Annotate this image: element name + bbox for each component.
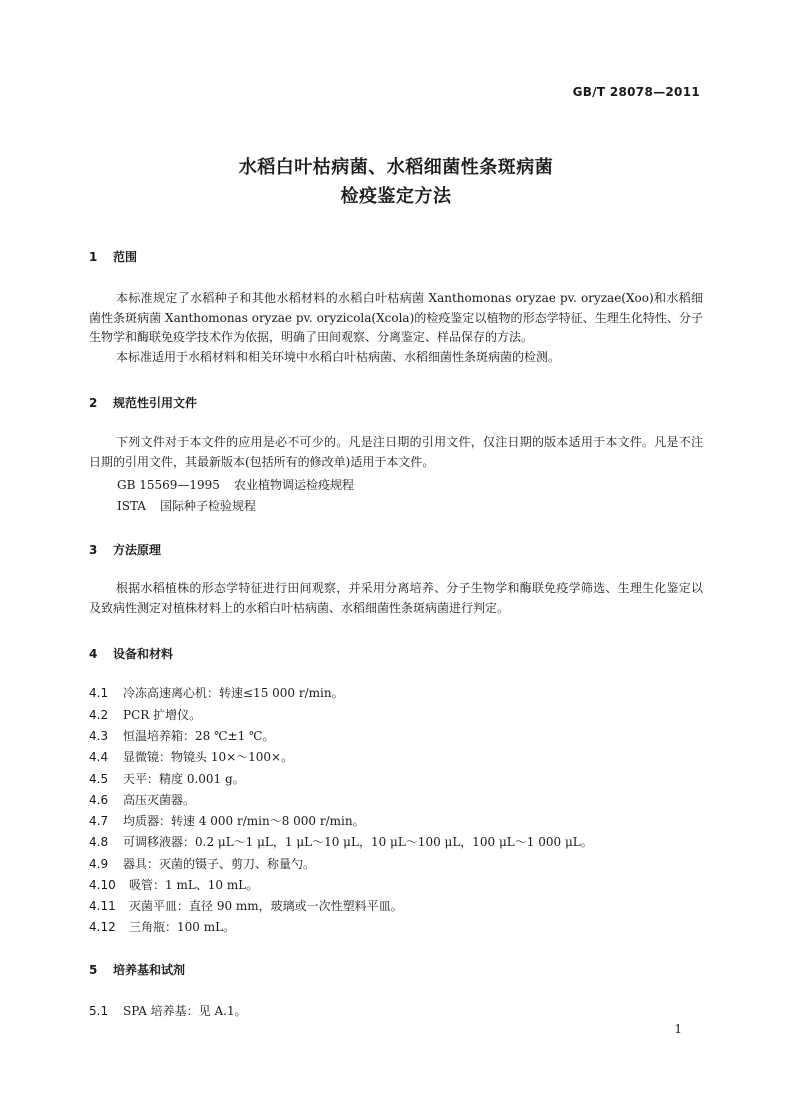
section-number: 4 — [89, 647, 98, 661]
section-1-body — [89, 289, 703, 367]
section-heading-5 — [89, 961, 185, 978]
reference-code: GB 15569—1995 — [117, 478, 220, 492]
item-text: 天平：精度 0.001 g。 — [123, 772, 245, 786]
list-item — [89, 706, 201, 723]
normative-reference — [117, 476, 354, 493]
item-number: 4.9 — [89, 857, 109, 871]
list-item — [89, 727, 274, 744]
section-2-body — [89, 433, 703, 472]
section-heading-2 — [89, 394, 197, 411]
section-heading-4 — [89, 645, 173, 662]
standard-code: GB/T 28078—2011 — [572, 85, 700, 99]
section-heading-1 — [89, 248, 137, 265]
section-title: 设备和材料 — [113, 647, 174, 661]
section-title: 培养基和试剂 — [113, 963, 186, 977]
item-number: 4.11 — [89, 899, 116, 913]
paragraph: 下列文件对于本文件的应用是必不可少的。凡是注日期的引用文件，仅注日期的版本适用于本文件。凡是不注日期的引用文件，其最新版本(包括所有的修改单)适用于本文件。 — [89, 435, 703, 469]
item-text: 灭菌平皿：直径 90 mm，玻璃或一次性塑料平皿。 — [129, 899, 403, 913]
item-text: 三角瓶：100 mL。 — [129, 920, 236, 934]
item-number: 4.2 — [89, 708, 109, 722]
list-item — [89, 812, 365, 829]
item-number: 4.12 — [89, 920, 116, 934]
paragraph: 本标准适用于水稻材料和相关环境中水稻白叶枯病菌、水稻细菌性条斑病菌的检测。 — [116, 349, 561, 364]
section-heading-3 — [89, 541, 161, 558]
item-number: 4.3 — [89, 729, 109, 743]
paragraph: 根据水稻植株的形态学特征进行田间观察，并采用分离培养、分子生物学和酶联免疫学筛选、生理生化鉴定以及致病性测定对植株材料上的水稻白叶枯病菌、水稻细菌性条斑病菌进行判定。 — [89, 581, 703, 615]
item-number: 4.5 — [89, 772, 109, 786]
item-text: PCR 扩增仪。 — [123, 708, 202, 722]
reference-code: ISTA — [117, 499, 146, 513]
item-number: 4.8 — [89, 835, 109, 849]
item-text: 器具：灭菌的镊子、剪刀、称量勺。 — [123, 857, 316, 871]
item-number: 4.6 — [89, 793, 109, 807]
section-number: 5 — [89, 963, 98, 977]
item-text: 可调移液器：0.2 μL～1 μL，1 μL～10 μL，10 μL～100 μL，100 μL～1 000 μL。 — [123, 835, 593, 849]
item-number: 4.7 — [89, 814, 109, 828]
list-item — [89, 748, 293, 765]
page-number: 1 — [674, 1022, 682, 1036]
list-item — [89, 918, 235, 935]
item-text: 恒温培养箱：28 ℃±1 ℃。 — [123, 729, 275, 743]
section-title: 规范性引用文件 — [113, 396, 198, 410]
list-item — [89, 770, 245, 787]
section-number: 3 — [89, 543, 98, 557]
list-item — [89, 897, 403, 914]
list-item — [89, 791, 195, 808]
item-text: 冷冻高速离心机：转速≤15 000 r/min。 — [123, 686, 344, 700]
reference-title: 国际种子检验规程 — [159, 499, 256, 513]
list-item — [89, 876, 258, 893]
section-title: 范围 — [113, 250, 138, 264]
item-text: 高压灭菌器。 — [123, 793, 196, 807]
document-title-line2: 检疫鉴定方法 — [340, 186, 452, 207]
list-item — [89, 833, 593, 850]
section-3-body — [89, 579, 703, 618]
section-title: 方法原理 — [113, 543, 162, 557]
paragraph: 本标准规定了水稻种子和其他水稻材料的水稻白叶枯病菌 Xanthomonas oryzae pv. oryzae(Xoo)和水稻细菌性条斑病菌 Xanthomonas oryzae pv. oryzicola(Xcola)的检疫鉴定以植物的形态学特征、生理生化特性、分子生物学和酶联免疫学技术作为依据，明确了田间观察、分离鉴定、样品保存的方法。 — [89, 291, 703, 344]
item-text: 均质器：转速 4 000 r/min～8 000 r/min。 — [123, 814, 365, 828]
item-number: 4.10 — [89, 878, 116, 892]
item-number: 5.1 — [89, 1004, 109, 1018]
item-text: 吸管：1 mL、10 mL。 — [129, 878, 259, 892]
list-item — [89, 855, 315, 872]
section-number: 2 — [89, 396, 98, 410]
section-number: 1 — [89, 250, 98, 264]
item-number: 4.4 — [89, 750, 109, 764]
list-item — [89, 1002, 247, 1019]
normative-reference — [117, 497, 256, 514]
list-item — [89, 684, 344, 701]
document-title-line1: 水稻白叶枯病菌、水稻细菌性条斑病菌 — [238, 157, 554, 178]
item-number: 4.1 — [89, 686, 109, 700]
item-text: 显微镜：物镜头 10×～100×。 — [123, 750, 294, 764]
item-text: SPA 培养基：见 A.1。 — [123, 1004, 247, 1018]
reference-title: 农业植物调运检疫规程 — [233, 478, 354, 492]
